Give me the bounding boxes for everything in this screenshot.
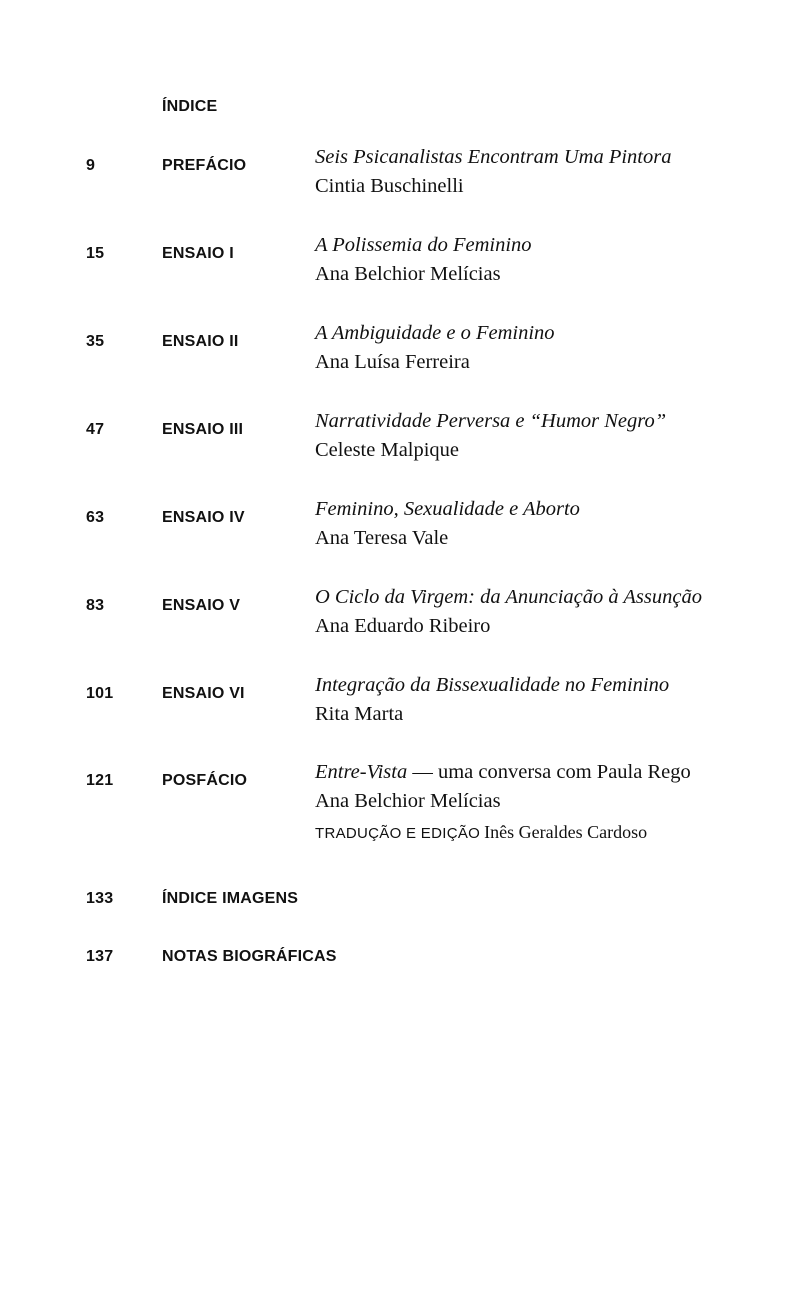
entry-author: Ana Belchior Melícias — [315, 263, 501, 285]
page-number: 47 — [86, 421, 105, 438]
entry-author: Cintia Buschinelli — [315, 175, 464, 197]
entry-title: Narratividade Perversa e “Humor Negro” — [315, 410, 667, 432]
section-label: ÍNDICE IMAGENS — [162, 890, 299, 907]
section-label: ENSAIO I — [162, 245, 234, 262]
entry-title: O Ciclo da Virgem: da Anunciação à Assunção — [315, 586, 702, 608]
entry-author: Ana Eduardo Ribeiro — [315, 615, 491, 637]
page-number: 63 — [86, 509, 105, 526]
credit-label: TRADUÇÃO E EDIÇÃO — [315, 825, 481, 842]
section-label: ENSAIO III — [162, 421, 244, 438]
section-label: POSFÁCIO — [162, 772, 248, 789]
page-number: 101 — [86, 685, 114, 702]
page-number: 35 — [86, 333, 105, 350]
section-label: ENSAIO VI — [162, 685, 245, 702]
page-number: 121 — [86, 772, 114, 789]
entry-title: Integração da Bissexualidade no Feminino — [315, 674, 670, 696]
entry-title-rest: — uma conversa com Paula Rego — [407, 761, 691, 783]
credit-name: Inês Geraldes Cardoso — [484, 822, 648, 842]
entry-author: Rita Marta — [315, 703, 404, 725]
translation-credit — [315, 822, 647, 843]
entry-title: Seis Psicanalistas Encontram Uma Pintora — [315, 146, 672, 168]
section-label: ENSAIO II — [162, 333, 239, 350]
page-number: 137 — [86, 948, 114, 965]
entry-title — [315, 761, 691, 784]
entry-title: A Polissemia do Feminino — [315, 234, 532, 256]
entry-author: Ana Belchior Melícias — [315, 790, 501, 812]
section-label: ENSAIO V — [162, 597, 241, 614]
entry-title-italic: Entre-Vista — [315, 761, 408, 783]
section-label: NOTAS BIOGRÁFICAS — [162, 948, 337, 965]
page-number: 15 — [86, 245, 105, 262]
entry-author: Ana Teresa Vale — [315, 527, 449, 549]
entry-title: A Ambiguidade e o Feminino — [315, 322, 555, 344]
section-label: ENSAIO IV — [162, 509, 245, 526]
page-title: ÍNDICE — [162, 98, 218, 115]
entry-title: Feminino, Sexualidade e Aborto — [315, 498, 580, 520]
entry-author: Ana Luísa Ferreira — [315, 351, 470, 373]
entry-author: Celeste Malpique — [315, 439, 460, 461]
section-label: PREFÁCIO — [162, 157, 247, 174]
page-number: 83 — [86, 597, 105, 614]
page-number: 133 — [86, 890, 114, 907]
page-number: 9 — [86, 157, 96, 174]
